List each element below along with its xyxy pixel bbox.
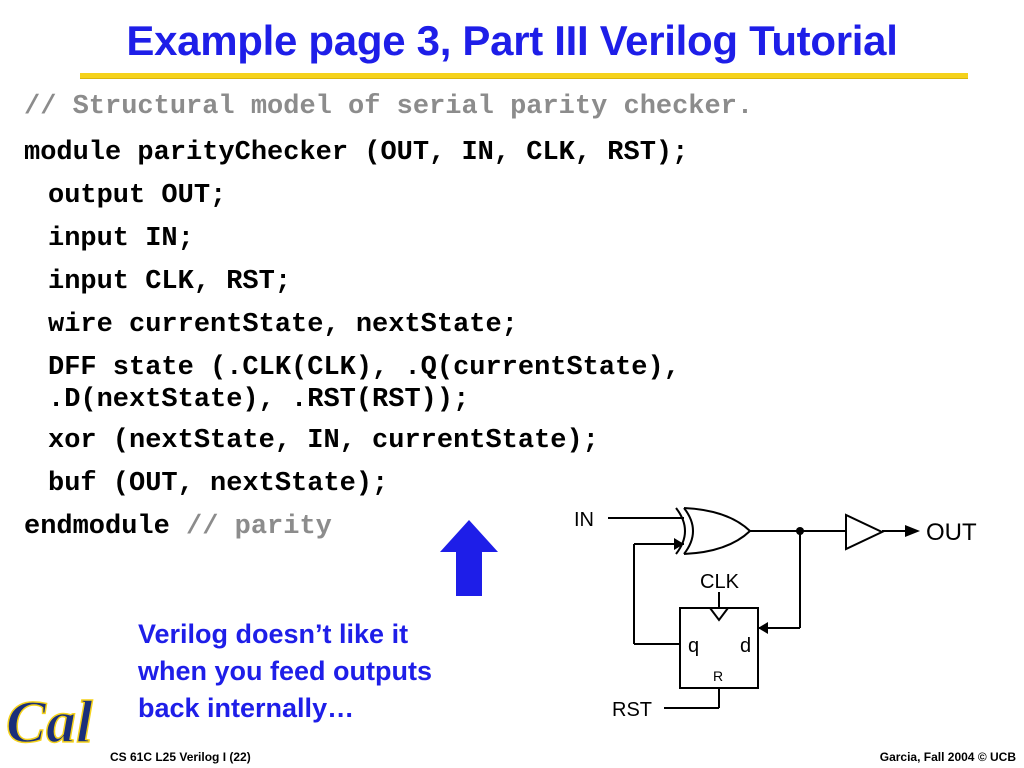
callout-line-3: back internally…	[138, 693, 355, 723]
circuit-clk-label: CLK	[700, 571, 739, 593]
circuit-rst-label: RST	[612, 699, 652, 721]
endmodule-keyword: endmodule	[24, 512, 170, 542]
parity-checker-circuit-diagram	[560, 500, 1024, 730]
circuit-out-label: OUT	[926, 519, 977, 546]
cal-logo-text: Cal	[6, 689, 93, 755]
callout-line-1: Verilog doesn’t like it	[138, 619, 409, 649]
code-dff-line-2: .D(nextState), .RST(RST));	[48, 385, 470, 415]
code-dff-line-1: DFF state (.CLK(CLK), .Q(currentState),	[48, 353, 680, 383]
code-input-clk-line: input CLK, RST;	[48, 267, 292, 297]
code-buf-line: buf (OUT, nextState);	[48, 469, 389, 499]
code-output-line: output OUT;	[48, 181, 227, 211]
verilog-code-block	[24, 88, 924, 542]
slide-title: Example page 3, Part III Verilog Tutorial	[126, 17, 898, 64]
circuit-q-label: q	[688, 635, 700, 657]
title-underline	[80, 73, 968, 78]
footer-credit: Garcia, Fall 2004 © UCB	[879, 750, 1016, 764]
endmodule-comment: // parity	[186, 512, 332, 542]
code-module-line: module parityChecker (OUT, IN, CLK, RST);	[24, 138, 689, 168]
footer-course: CS 61C L25 Verilog I (22)	[110, 750, 251, 764]
code-comment-line: // Structural model of serial parity checker.	[24, 92, 754, 122]
circuit-d-label: d	[740, 635, 752, 657]
code-endmodule-line	[24, 510, 332, 544]
cal-logo	[4, 686, 104, 756]
code-xor-line: xor (nextState, IN, currentState);	[48, 426, 599, 456]
code-input-in-line: input IN;	[48, 224, 194, 254]
code-wire-line: wire currentState, nextState;	[48, 310, 518, 340]
callout-note	[138, 616, 528, 727]
circuit-in-label: IN	[574, 509, 594, 531]
circuit-r-label: R	[713, 668, 724, 684]
up-arrow-icon	[440, 520, 498, 596]
callout-line-2: when you feed outputs	[138, 656, 432, 686]
